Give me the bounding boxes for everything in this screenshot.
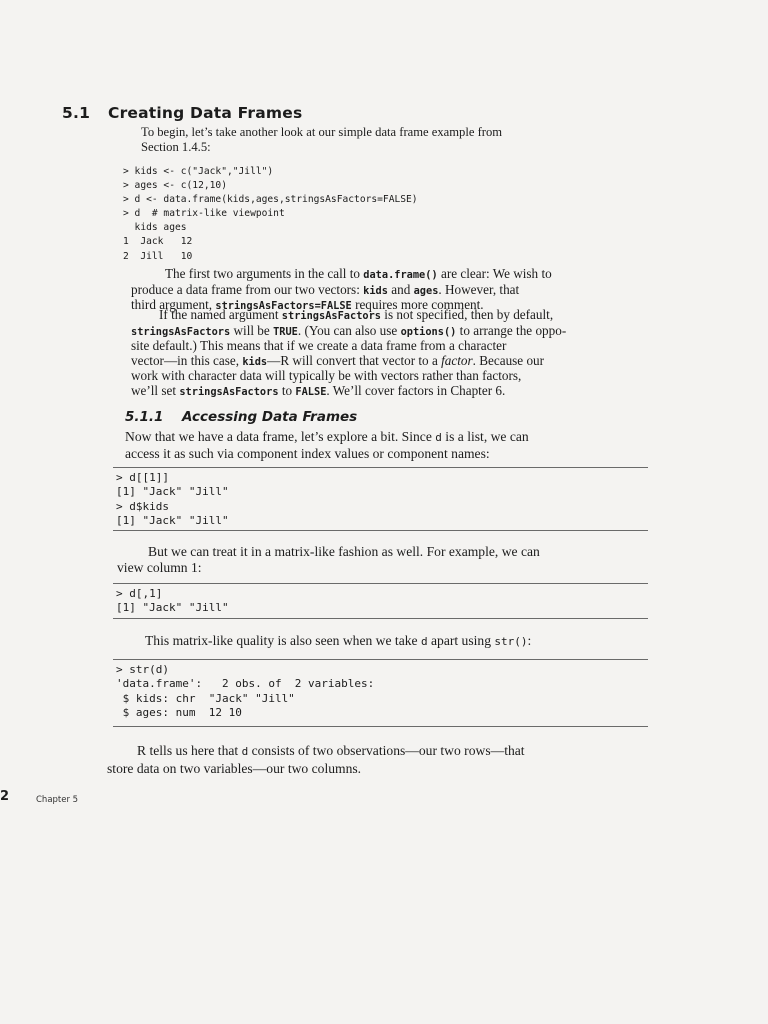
- text-line: Now that we have a data frame, let’s explore a bit. Since d is a list, we can: [125, 429, 529, 444]
- subsection-number: 5.1.1: [125, 409, 164, 425]
- code-line: > d <- data.frame(kids,ages,stringsAsFactors=FALSE): [123, 194, 418, 206]
- code-line: [1] "Jack" "Jill": [116, 513, 229, 527]
- section-number: 5.1: [62, 104, 91, 122]
- code-line: > d[[1]]: [116, 471, 169, 484]
- text-line: If the named argument stringsAsFactors is not specified, then by default,: [159, 307, 554, 322]
- code-line: $ kids: chr "Jack" "Jill": [116, 691, 295, 705]
- code-rule-top: [113, 583, 648, 584]
- text-line: access it as such via component index values or component names:: [125, 445, 490, 461]
- paragraph-str: This matrix-like quality is also seen when we take d apart using str():: [145, 633, 532, 648]
- text-line: work with character data will typically be with vectors rather than factors,: [131, 368, 522, 384]
- paragraph-strings-as-factors: [131, 308, 646, 400]
- text-line: stringsAsFactors will be TRUE. (You can also use options() to arrange the oppo-: [131, 322, 567, 338]
- code-rule-top: [113, 659, 648, 660]
- code-line: > ages <- c(12,10): [123, 180, 227, 192]
- paragraph-observations: [107, 742, 647, 777]
- text-line: But we can treat it in a matrix-like fashion as well. For example, we can: [148, 544, 540, 559]
- intro-paragraph: [141, 125, 502, 154]
- code-rule-bottom: [113, 618, 648, 619]
- intro-line-2: Section 1.4.5:: [141, 139, 211, 154]
- intro-line-1: To begin, let’s take another look at our simple data frame example from: [141, 125, 503, 139]
- text-line: vector—in this case, kids—R will convert that vector to a factor. Because our: [131, 352, 545, 368]
- code-line: $ ages: num 12 10: [116, 705, 242, 719]
- code-line: [1] "Jack" "Jill": [116, 601, 229, 615]
- code-example-str: [116, 663, 374, 720]
- code-line: > kids <- c("Jack","Jill"): [123, 166, 274, 177]
- paragraph-accessing: [125, 429, 650, 461]
- code-rule-bottom: [113, 726, 648, 727]
- text-line: site default.) This means that if we create a data frame from a character: [131, 338, 507, 354]
- text-line: produce a data frame from our two vectors: kids and ages. However, that: [131, 281, 520, 297]
- code-line: [1] "Jack" "Jill": [116, 485, 229, 499]
- code-line: 1 Jack 12: [123, 236, 193, 248]
- code-line: > d[,1]: [116, 587, 163, 600]
- text-line: R tells us here that d consists of two observations—our two rows—that: [137, 743, 525, 758]
- code-line: > str(d): [116, 663, 169, 676]
- paragraph-matrix-like: [117, 544, 647, 575]
- code-line: kids ages: [123, 222, 187, 234]
- code-line: > d$kids: [116, 499, 169, 513]
- page-number: 2: [0, 789, 10, 804]
- code-line: 2 Jill 10: [123, 250, 193, 262]
- code-example-create: [123, 165, 418, 264]
- text-line: store data on two variables—our two columns.: [107, 761, 362, 776]
- text-line: we’ll set stringsAsFactors to FALSE. We’ll cover factors in Chapter 6.: [131, 382, 506, 398]
- subsection-heading: [125, 409, 357, 425]
- text-line: third argument, stringsAsFactors=FALSE requires more comment.: [131, 297, 484, 313]
- text-line: view column 1:: [117, 559, 202, 575]
- code-example-column: [116, 587, 229, 616]
- code-line: 'data.frame': 2 obs. of 2 variables:: [116, 677, 375, 691]
- subsection-title: Accessing Data Frames: [182, 409, 358, 425]
- chapter-label: Chapter 5: [36, 795, 79, 805]
- text-line: The first two arguments in the call to data.frame() are clear: We wish to: [165, 266, 552, 281]
- code-example-list-access: [116, 471, 229, 528]
- code-rule-top: [113, 467, 648, 468]
- section-heading: [62, 104, 302, 122]
- code-rule-bottom: [113, 530, 648, 531]
- code-line: > d # matrix-like viewpoint: [123, 208, 285, 220]
- section-title: Creating Data Frames: [108, 104, 303, 122]
